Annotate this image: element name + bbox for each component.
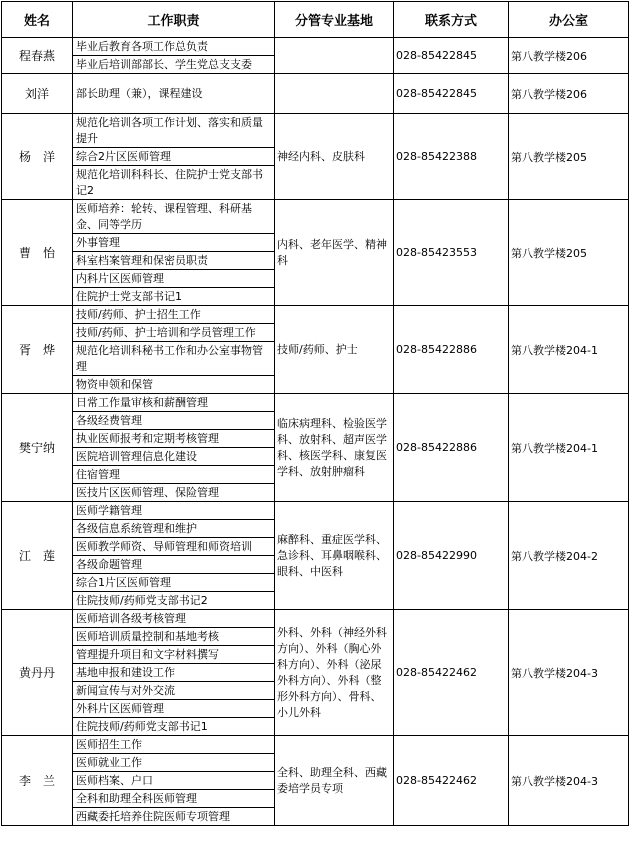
duty-item: 新闻宣传与对外交流 (73, 682, 275, 700)
base-cell: 全科、助理全科、西藏委培学员专项 (275, 736, 394, 826)
duty-item: 住宿管理 (73, 466, 275, 484)
duty-item: 外事管理 (73, 234, 275, 252)
duty-item: 各级命题管理 (73, 556, 275, 574)
person-name: 刘洋 (2, 74, 73, 114)
duty-item: 内科片区医师管理 (73, 270, 275, 288)
duty-item: 规范化培训各项工作计划、落实和质量提升 (73, 114, 275, 148)
person-name: 杨 洋 (2, 114, 73, 200)
duty-item: 医技片区医师管理、保险管理 (73, 484, 275, 502)
duty-item: 规范化培训科秘书工作和办公室事物管理 (73, 342, 275, 376)
contact-cell: 028-85422462 (394, 736, 509, 826)
header-row (2, 2, 629, 38)
base-cell: 内科、老年医学、精神科 (275, 200, 394, 306)
person-name: 胥 烨 (2, 306, 73, 394)
duty-item: 各级经费管理 (73, 412, 275, 430)
base-cell: 技师/药师、护士 (275, 306, 394, 394)
duty-item: 部长助理（兼），课程建设 (73, 74, 275, 114)
base-cell (275, 38, 394, 74)
duty-item: 日常工作量审核和薪酬管理 (73, 394, 275, 412)
contact-cell: 028-85422462 (394, 610, 509, 736)
duty-item: 毕业后培训部部长、学生党总支支委 (73, 56, 275, 74)
duty-item: 管理提升项目和文字材料撰写 (73, 646, 275, 664)
person-name: 江 莲 (2, 502, 73, 610)
office-cell: 第八教学楼204-1 (509, 306, 629, 394)
person-name: 李 兰 (2, 736, 73, 826)
contact-cell: 028-85422886 (394, 394, 509, 502)
duty-item: 西藏委托培养住院医师专项管理 (73, 808, 275, 826)
person-name: 曹 怡 (2, 200, 73, 306)
base-cell: 外科、外科（神经外科方向）、外科（胸心外科方向）、外科（泌尿外科方向）、外科（整形外科方向）、骨科、小儿外科 (275, 610, 394, 736)
duty-item: 医院培训管理信息化建设 (73, 448, 275, 466)
duty-item: 技师/药师、护士招生工作 (73, 306, 275, 324)
duty-item: 住院技师/药师党支部书记2 (73, 592, 275, 610)
duty-item: 医师教学师资、导师管理和师资培训 (73, 538, 275, 556)
header-contact: 联系方式 (394, 2, 509, 38)
duty-item: 全科和助理全科医师管理 (73, 790, 275, 808)
duty-item: 医师培养：轮转、课程管理、科研基金、同等学历 (73, 200, 275, 234)
header-office: 办公室 (509, 2, 629, 38)
office-cell: 第八教学楼204-3 (509, 610, 629, 736)
person-name: 程春燕 (2, 38, 73, 74)
contact-cell: 028-85422886 (394, 306, 509, 394)
duty-item: 技师/药师、护士培训和学员管理工作 (73, 324, 275, 342)
office-cell: 第八教学楼204-1 (509, 394, 629, 502)
duty-item: 医师档案、户口 (73, 772, 275, 790)
duty-item: 医师招生工作 (73, 736, 275, 754)
duty-item: 执业医师报考和定期考核管理 (73, 430, 275, 448)
office-cell: 第八教学楼205 (509, 200, 629, 306)
person-name: 樊宁纳 (2, 394, 73, 502)
duty-item: 医师培训各级考核管理 (73, 610, 275, 628)
duty-item: 综合1片区医师管理 (73, 574, 275, 592)
contact-cell: 028-85422845 (394, 74, 509, 114)
contact-cell: 028-85422388 (394, 114, 509, 200)
staff-table (1, 1, 629, 826)
duty-item: 规范化培训科科长、住院护士党支部书记2 (73, 166, 275, 200)
base-cell: 麻醉科、重症医学科、急诊科、耳鼻咽喉科、眼科、中医科 (275, 502, 394, 610)
duty-item: 医师学籍管理 (73, 502, 275, 520)
duty-item: 综合2片区医师管理 (73, 148, 275, 166)
office-cell: 第八教学楼204-2 (509, 502, 629, 610)
contact-cell: 028-85422845 (394, 38, 509, 74)
duty-item: 住院技师/药师党支部书记1 (73, 718, 275, 736)
base-cell: 神经内科、皮肤科 (275, 114, 394, 200)
duty-item: 各级信息系统管理和维护 (73, 520, 275, 538)
office-cell: 第八教学楼205 (509, 114, 629, 200)
duty-item: 医师培训质量控制和基地考核 (73, 628, 275, 646)
duty-item: 医师就业工作 (73, 754, 275, 772)
person-name: 黄丹丹 (2, 610, 73, 736)
duty-item: 住院护士党支部书记1 (73, 288, 275, 306)
header-base: 分管专业基地 (275, 2, 394, 38)
base-cell: 临床病理科、检验医学科、放射科、超声医学科、核医学科、康复医学科、放射肿瘤科 (275, 394, 394, 502)
office-cell: 第八教学楼206 (509, 38, 629, 74)
header-name: 姓名 (2, 2, 73, 38)
duty-item: 物资申领和保管 (73, 376, 275, 394)
office-cell: 第八教学楼204-3 (509, 736, 629, 826)
contact-cell: 028-85422990 (394, 502, 509, 610)
base-cell (275, 74, 394, 114)
contact-cell: 028-85423553 (394, 200, 509, 306)
duty-item: 毕业后教育各项工作总负责 (73, 38, 275, 56)
duty-item: 外科片区医师管理 (73, 700, 275, 718)
office-cell: 第八教学楼206 (509, 74, 629, 114)
header-duty: 工作职责 (73, 2, 275, 38)
duty-item: 科室档案管理和保密员职责 (73, 252, 275, 270)
duty-item: 基地申报和建设工作 (73, 664, 275, 682)
